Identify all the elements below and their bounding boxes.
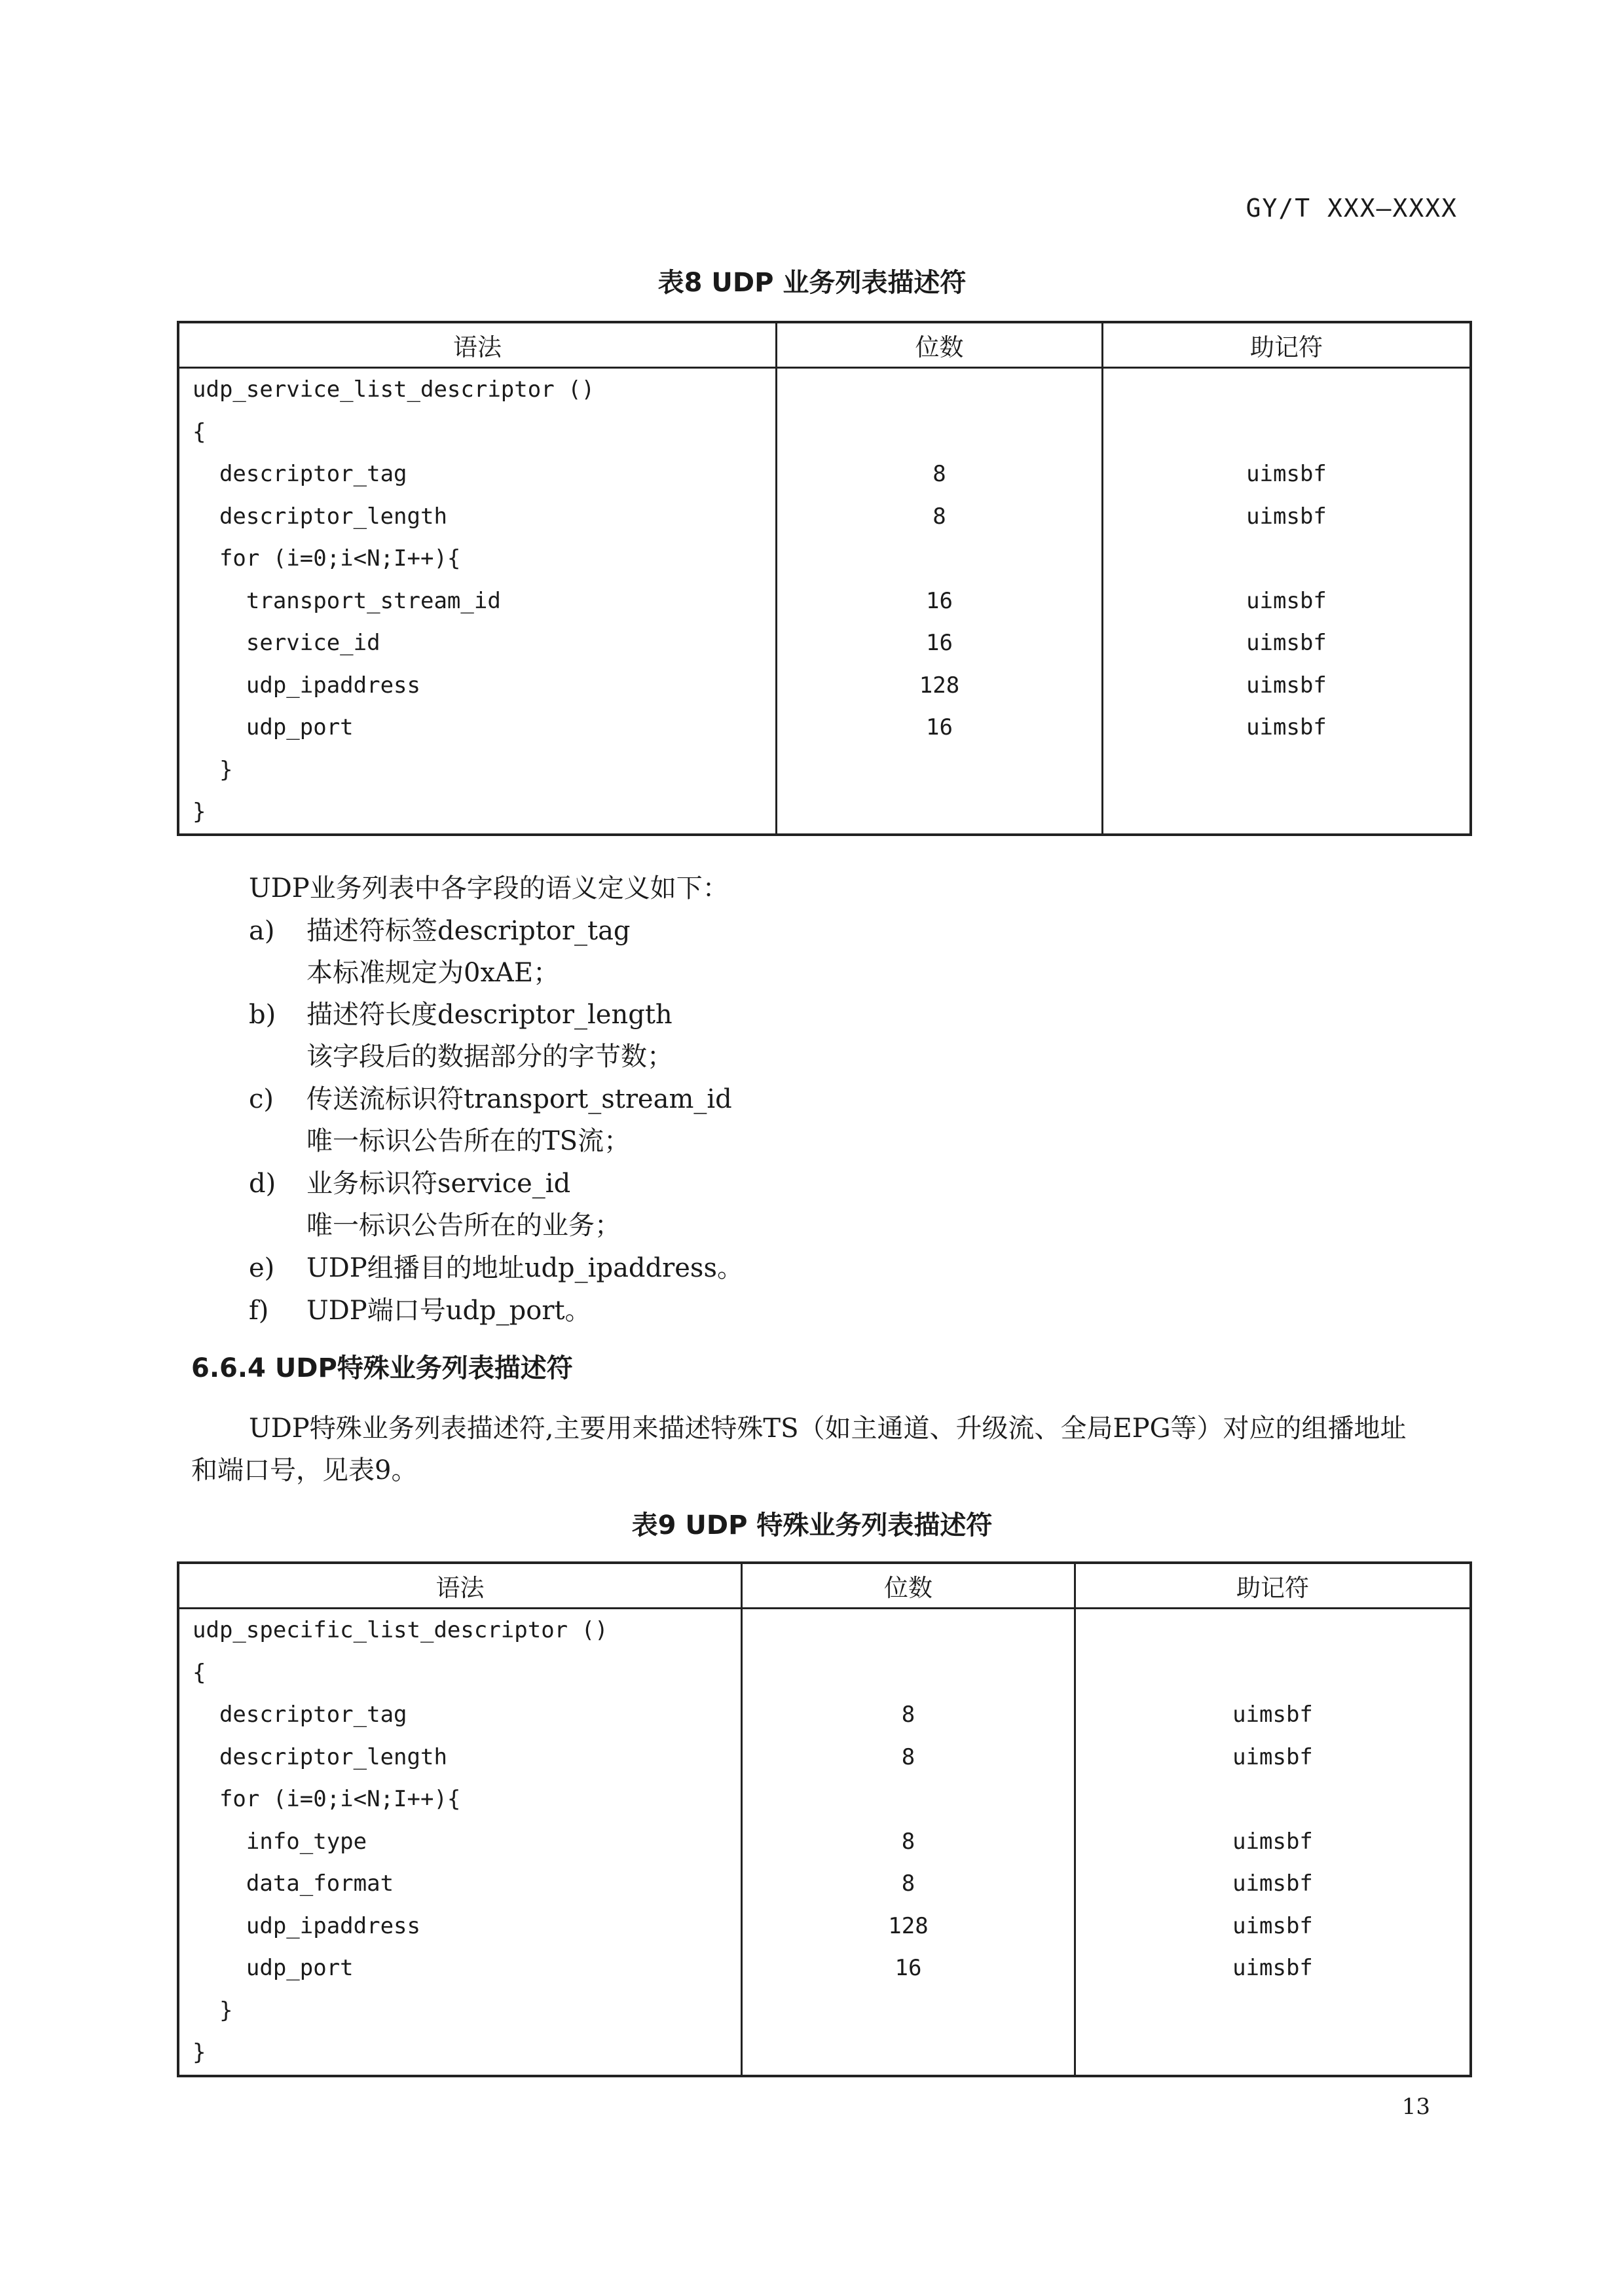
item-label: d) (249, 1169, 276, 1199)
table8-bits-cell (777, 749, 1101, 792)
table8-caption: 表8 UDP 业务列表描述符 (657, 268, 967, 298)
table9-syntax-line: udp_port (193, 1955, 354, 1981)
semantics-item-d (249, 1163, 570, 1200)
table8-bits-column (777, 368, 1103, 835)
table9-syntax-line: udp_ipaddress (193, 1912, 420, 1939)
table9-syntax-line: udp_specific_list_descriptor () (193, 1617, 608, 1643)
table8-header-row (178, 322, 1471, 368)
table8-bits-cell: 128 (919, 672, 960, 699)
table8-bits-cell: 8 (932, 461, 946, 487)
table8-mnemonic-cell: uimsbf (1246, 630, 1327, 656)
table8-syntax-line: descriptor_length (193, 503, 447, 530)
table9-bits-cell (743, 1652, 1074, 1694)
item-title: 传送流标识符transport_stream_id (306, 1084, 732, 1114)
item-label: a) (249, 916, 275, 946)
table8-syntax-line: udp_ipaddress (193, 672, 420, 699)
semantics-item-b-desc: 该字段后的数据部分的字节数； (306, 1042, 673, 1072)
table9-mnemonic-cell (1076, 2032, 1469, 2074)
table9-mnemonic-cell (1076, 1990, 1469, 2032)
table9-mnemonic-column (1075, 1609, 1471, 2077)
table8-body-row (178, 368, 1471, 835)
semantics-item-a (249, 910, 631, 947)
table9-bits-cell (743, 1609, 1074, 1652)
table8-bits-cell (777, 411, 1101, 454)
item-title: 描述符标签descriptor_tag (306, 916, 631, 946)
table9-mnemonic-cell: uimsbf (1232, 1912, 1313, 1939)
table8-header-mnemonic: 助记符 (1103, 322, 1471, 368)
table9-syntax-line: for (i=0;i<N;I++){ (193, 1786, 461, 1812)
table8-syntax-line: transport_stream_id (193, 587, 501, 614)
table9-mnemonic-cell (1076, 1652, 1469, 1694)
table9-header-row (178, 1563, 1471, 1609)
table8-bits-cell: 16 (926, 630, 953, 656)
table8-syntax-line: for (i=0;i<N;I++){ (193, 545, 461, 572)
table9-syntax-line: descriptor_length (193, 1743, 447, 1770)
table9-mnemonic-cell (1076, 1778, 1469, 1821)
table9-syntax-line: data_format (193, 1870, 394, 1897)
table8-mnemonic-cell (1103, 411, 1469, 454)
table8-mnemonic-cell: uimsbf (1246, 461, 1327, 487)
item-label: e) (249, 1253, 275, 1283)
table9-header-mnemonic: 助记符 (1075, 1563, 1471, 1609)
table8-syntax-line: udp_service_list_descriptor () (193, 376, 595, 403)
table9-bits-cell: 8 (901, 1743, 915, 1770)
item-label: c) (249, 1084, 274, 1114)
table8-syntax-line: service_id (193, 630, 380, 656)
table9-mnemonic-cell: uimsbf (1232, 1743, 1313, 1770)
table8-mnemonic-cell (1103, 749, 1469, 792)
table9-bits-cell (743, 2032, 1074, 2074)
table8-mnemonic-cell: uimsbf (1246, 714, 1327, 740)
document-code: GY/T XXX—XXXX (1246, 194, 1458, 223)
table9-caption: 表9 UDP 特殊业务列表描述符 (631, 1510, 993, 1540)
table8-bits-cell (777, 369, 1101, 411)
item-title: UDP组播目的地址udp_ipaddress。 (306, 1253, 743, 1283)
table9-bits-cell: 8 (901, 1870, 915, 1897)
semantics-item-f (249, 1290, 591, 1327)
table8-bits-cell: 16 (926, 587, 953, 614)
table8-syntax-line: { (193, 418, 206, 445)
table9-bits-cell (743, 1778, 1074, 1821)
table9-syntax-column (178, 1609, 742, 2077)
section-paragraph-line2: 和端口号，见表9。 (191, 1455, 418, 1485)
semantics-item-c (249, 1078, 732, 1116)
table8-syntax-line: } (193, 799, 206, 825)
table9 (177, 1561, 1472, 2077)
semantics-item-e (249, 1247, 743, 1285)
item-title: UDP端口号udp_port。 (306, 1296, 591, 1326)
semantics-item-a-desc: 本标准规定为0xAE； (306, 958, 560, 988)
table8-syntax-line: descriptor_tag (193, 461, 407, 487)
table8-syntax-line: udp_port (193, 714, 354, 740)
table9-syntax-line: } (193, 2039, 206, 2066)
table8-syntax-column (178, 368, 777, 835)
table8-syntax-line: } (193, 756, 233, 783)
table8-mnemonic-cell: uimsbf (1246, 672, 1327, 699)
item-title: 描述符长度descriptor_length (306, 1000, 673, 1030)
semantics-item-c-desc: 唯一标识公告所在的TS流； (306, 1126, 631, 1156)
table9-header-syntax: 语法 (178, 1563, 742, 1609)
table9-bits-cell: 8 (901, 1702, 915, 1728)
table9-syntax-line: descriptor_tag (193, 1702, 407, 1728)
item-label: b) (249, 1000, 276, 1030)
table8-mnemonic-column (1103, 368, 1471, 835)
table9-header-bits: 位数 (742, 1563, 1075, 1609)
table9-mnemonic-cell: uimsbf (1232, 1870, 1313, 1897)
table8-mnemonic-cell: uimsbf (1246, 503, 1327, 530)
section-heading: 6.6.4 UDP特殊业务列表描述符 (191, 1353, 573, 1383)
table9-body-row (178, 1609, 1471, 2077)
table8-bits-cell (777, 791, 1101, 833)
table8-mnemonic-cell: uimsbf (1246, 587, 1327, 614)
table9-bits-column (742, 1609, 1075, 2077)
table9-bits-cell: 128 (888, 1912, 929, 1939)
page-number: 13 (1401, 2094, 1430, 2120)
table9-syntax-line: } (193, 1997, 233, 2024)
table9-syntax-line: { (193, 1659, 206, 1686)
semantics-item-b (249, 994, 673, 1031)
table9-bits-cell: 8 (901, 1828, 915, 1855)
table8-header-syntax: 语法 (178, 322, 777, 368)
table9-mnemonic-cell: uimsbf (1232, 1702, 1313, 1728)
table8-bits-cell: 8 (932, 503, 946, 530)
item-label: f) (249, 1296, 269, 1326)
table8-bits-cell: 16 (926, 714, 953, 740)
table8-mnemonic-cell (1103, 369, 1469, 411)
table8 (177, 321, 1472, 836)
table8-bits-cell (777, 538, 1101, 580)
item-title: 业务标识符service_id (306, 1169, 571, 1199)
table9-bits-cell (743, 1990, 1074, 2032)
table8-mnemonic-cell (1103, 538, 1469, 580)
table9-mnemonic-cell: uimsbf (1232, 1828, 1313, 1855)
table9-mnemonic-cell (1076, 1609, 1469, 1652)
semantics-item-d-desc: 唯一标识公告所在的业务； (306, 1211, 621, 1241)
table9-bits-cell: 16 (895, 1955, 922, 1981)
semantics-intro: UDP业务列表中各字段的语义定义如下： (249, 873, 729, 903)
table9-syntax-line: info_type (193, 1828, 367, 1855)
section-paragraph-line1: UDP特殊业务列表描述符,主要用来描述特殊TS（如主通道、升级流、全局EPG等）对应的组播地址 (249, 1413, 1407, 1444)
table9-mnemonic-cell: uimsbf (1232, 1955, 1313, 1981)
table8-header-bits: 位数 (777, 322, 1103, 368)
table8-mnemonic-cell (1103, 791, 1469, 833)
